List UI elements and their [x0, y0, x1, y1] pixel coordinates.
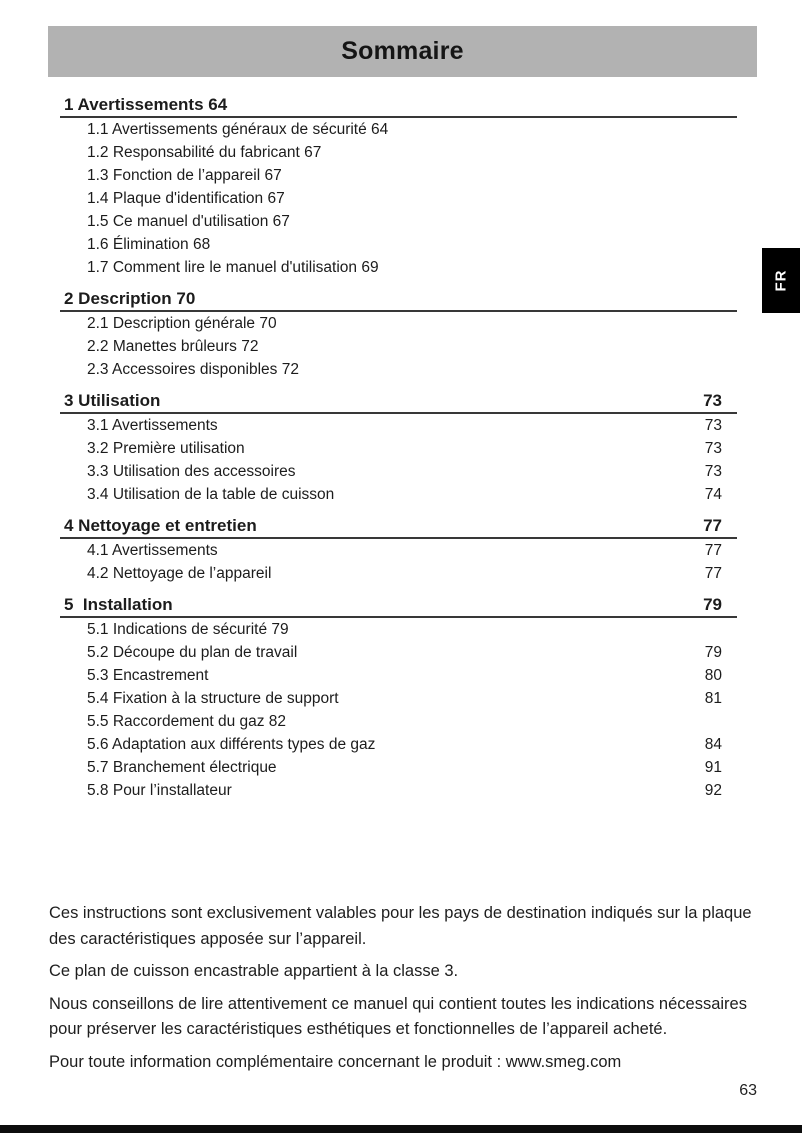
toc-item-page: 84: [704, 736, 722, 753]
toc-item: [60, 335, 737, 358]
toc-heading-label: 5 Installation: [64, 595, 173, 614]
toc-item: [60, 187, 737, 210]
toc-item-label: 5.4 Fixation à la structure de support: [87, 690, 339, 707]
toc-item-label: 1.4 Plaque d'identification 67: [87, 190, 285, 207]
toc-item: [60, 710, 737, 733]
note-paragraph: Ce plan de cuisson encastrable appartient à la classe 3.: [49, 962, 459, 980]
toc-item-page: 91: [704, 759, 722, 776]
toc-item: [60, 687, 737, 710]
toc-item-label: 3.4 Utilisation de la table de cuisson: [87, 486, 335, 503]
language-tab: [762, 248, 800, 313]
toc-item-label: 4.2 Nettoyage de l’appareil: [87, 565, 272, 582]
toc-heading-page: 73: [703, 391, 722, 410]
toc-section-installation: [60, 593, 737, 802]
note-paragraph: Ces instructions sont exclusivement valables pour les pays de destination indiqués sur la plaque des caractéristiques apposée sur l’appareil.: [49, 904, 752, 948]
toc-item-page: 73: [704, 440, 722, 457]
toc-item: [60, 164, 737, 187]
toc-item-label: 3.1 Avertissements: [87, 417, 218, 434]
toc-item-label: 5.1 Indications de sécurité 79: [87, 621, 289, 638]
toc-item-page: 73: [704, 463, 722, 480]
toc-heading-label: 1 Avertissements 64: [64, 95, 228, 114]
toc-item-label: 5.2 Découpe du plan de travail: [87, 644, 298, 661]
toc-item: [60, 233, 737, 256]
toc-item: [60, 141, 737, 164]
toc-item-label: 1.3 Fonction de l’appareil 67: [87, 167, 282, 184]
toc-item-label: 5.3 Encastrement: [87, 667, 209, 684]
toc-item-page: 81: [704, 690, 722, 707]
toc-item-label: 1.6 Élimination 68: [87, 236, 211, 253]
toc-heading-page: 79: [703, 595, 722, 614]
toc-item: [60, 779, 737, 802]
toc-item: [60, 562, 737, 585]
toc-heading: [60, 287, 737, 312]
toc-item: [60, 460, 737, 483]
toc-item-page: 77: [704, 542, 722, 559]
toc-item-label: 2.3 Accessoires disponibles 72: [87, 361, 299, 378]
toc-section-utilisation: [60, 389, 737, 506]
toc-item-label: 1.2 Responsabilité du fabricant 67: [87, 144, 322, 161]
toc-item-label: 5.7 Branchement électrique: [87, 759, 277, 776]
toc-item-label: 1.5 Ce manuel d'utilisation 67: [87, 213, 290, 230]
toc-item-label: 1.7 Comment lire le manuel d'utilisation 69: [87, 259, 379, 276]
toc-item: [60, 618, 737, 641]
toc-item: [60, 414, 737, 437]
toc-heading-label: 2 Description 70: [64, 289, 196, 308]
toc-heading: [60, 514, 737, 539]
toc-heading-label: 4 Nettoyage et entretien: [64, 516, 257, 535]
toc-item-label: 5.6 Adaptation aux différents types de gaz: [87, 736, 376, 753]
toc-item-label: 1.1 Avertissements généraux de sécurité 64: [87, 121, 389, 138]
toc-item-label: 3.3 Utilisation des accessoires: [87, 463, 296, 480]
toc-item-label: 4.1 Avertissements: [87, 542, 218, 559]
toc-item: [60, 756, 737, 779]
toc-heading-label: 3 Utilisation: [64, 391, 161, 410]
toc-item-page: 77: [704, 565, 722, 582]
toc-item: [60, 210, 737, 233]
toc-heading-page: 77: [703, 516, 722, 535]
toc-item-label: 5.8 Pour l’installateur: [87, 782, 232, 799]
note-paragraph: Nous conseillons de lire attentivement ce manuel qui contient toutes les indications nécessaires pour préserver les caractéristiques esthétiques et fonctionnelles de l’appareil acheté.: [49, 994, 747, 1038]
toc-item: [60, 539, 737, 562]
toc-item: [60, 641, 737, 664]
toc-item: [60, 312, 737, 335]
toc-item: [60, 483, 737, 506]
toc-heading: [60, 593, 737, 618]
bottom-divider-bar: [0, 1125, 802, 1133]
toc-item-page: 79: [704, 644, 722, 661]
toc-item-page: 80: [704, 667, 722, 684]
language-tab-label: FR: [772, 269, 790, 292]
toc-section-nettoyage: [60, 514, 737, 585]
toc-item-label: 5.5 Raccordement du gaz 82: [87, 713, 287, 730]
toc-item-page: 73: [704, 417, 722, 434]
toc-heading: [60, 93, 737, 118]
toc-heading: [60, 389, 737, 414]
toc-item: [60, 256, 737, 279]
toc-item-page: 74: [704, 486, 722, 503]
toc-item-page: 92: [704, 782, 722, 799]
toc-item: [60, 437, 737, 460]
toc-section-avertissements: [60, 93, 737, 279]
toc-item-label: 3.2 Première utilisation: [87, 440, 245, 457]
toc-item: [60, 664, 737, 687]
note-paragraph: Pour toute information complémentaire concernant le produit : www.smeg.com: [49, 1052, 622, 1071]
toc-item: [60, 118, 737, 141]
footer-notes: [49, 901, 756, 1082]
page-number: 63: [739, 1082, 757, 1099]
toc-item: [60, 358, 737, 381]
toc-item-label: 2.2 Manettes brûleurs 72: [87, 338, 259, 355]
page-title: Sommaire: [341, 37, 464, 65]
toc-section-description: [60, 287, 737, 381]
table-of-contents: [60, 93, 737, 810]
header-bar: [48, 26, 757, 77]
toc-item-label: 2.1 Description générale 70: [87, 315, 277, 332]
toc-item: [60, 733, 737, 756]
